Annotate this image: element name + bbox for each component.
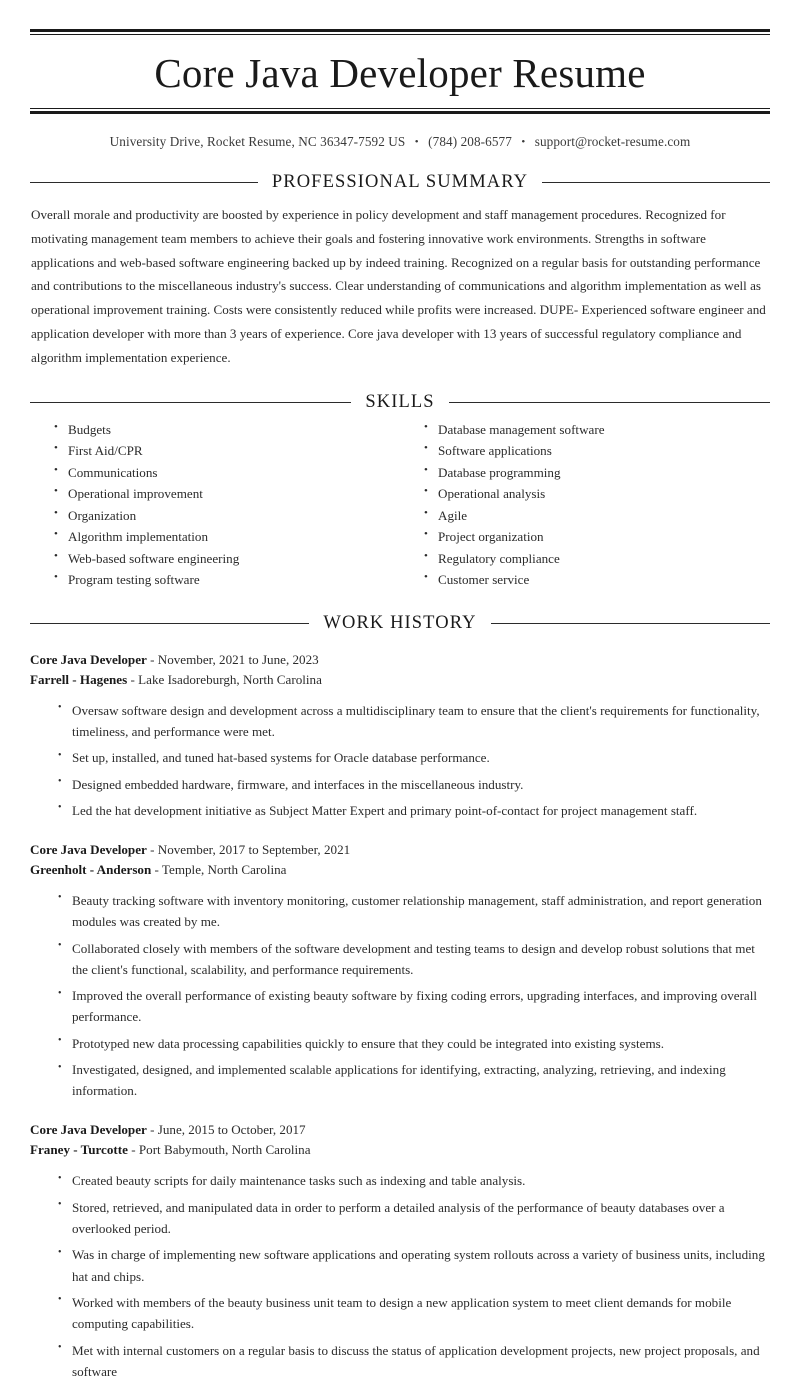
list-item: • Program testing software (68, 569, 400, 590)
contact-email: support@rocket-resume.com (534, 134, 691, 149)
job-location: - Port Babymouth, North Carolina (131, 1142, 311, 1158)
section-rule-right (491, 623, 770, 624)
job-company-line (30, 860, 770, 880)
section-rule-left (30, 402, 351, 403)
job-company: Franey - Turcotte (30, 1142, 128, 1158)
job-title: Core Java Developer (30, 651, 147, 667)
section-title-work-history: WORK HISTORY (323, 612, 477, 633)
job-dates: - November, 2021 to June, 2023 (150, 651, 319, 667)
job-dates: - June, 2015 to October, 2017 (150, 1122, 306, 1138)
job-entry (30, 650, 770, 824)
list-item: • Met with internal customers on a regular basis to discuss the status of application development projects, new project proposals, and software (72, 1337, 770, 1385)
section-rule-right (449, 402, 770, 403)
list-item: • Set up, installed, and tuned hat-based systems for Oracle database performance. (72, 745, 770, 771)
skills-column-left (30, 419, 400, 591)
list-item: • Regulatory compliance (438, 548, 770, 569)
list-item: • Stored, retrieved, and manipulated data in order to perform a detailed analysis of the performance of beauty databases over a overlooked period. (72, 1194, 770, 1242)
list-item: • Agile (438, 505, 770, 526)
contact-separator-2: • (521, 136, 526, 148)
list-item: • Database management software (438, 419, 770, 440)
job-title: Core Java Developer (30, 1122, 147, 1138)
skills-list-right (400, 419, 770, 591)
list-item: • Oversaw software design and development across a multidisciplinary team to ensure that the client's requirements for functionality, timeliness, and performance were met. (72, 697, 770, 745)
list-item: • Organization (68, 505, 400, 526)
job-location: - Lake Isadoreburgh, North Carolina (130, 671, 322, 687)
skills-columns (30, 419, 770, 591)
list-item: • Collaborated closely with members of the software development and testing teams to design and develop robust solutions that met the client's functional, scalability, and performance requirements. (72, 935, 770, 983)
list-item: • Database programming (438, 462, 770, 483)
list-item: • Project organization (438, 526, 770, 547)
list-item: • Operational improvement (68, 483, 400, 504)
job-company: Farrell - Hagenes (30, 671, 128, 687)
job-title: Core Java Developer (30, 841, 147, 857)
resume-page (0, 29, 800, 1379)
job-dates: - November, 2017 to September, 2021 (150, 841, 351, 857)
list-item: • Prototyped new data processing capabilities quickly to ensure that they could be integrated into existing systems. (72, 1030, 770, 1056)
list-item: • Worked with members of the beauty business unit team to design a new application system to meet client demands for mobile computing capabilities. (72, 1289, 770, 1337)
contact-address: University Drive, Rocket Resume, NC 36347-7592 US (109, 134, 406, 149)
page-title: Core Java Developer Resume (154, 50, 646, 96)
skills-column-right (400, 419, 770, 591)
list-item: • Was in charge of implementing new software applications and operating system rollouts across a variety of business units, including hat and chips. (72, 1242, 770, 1290)
list-item: • Customer service (438, 569, 770, 590)
section-header-work-history (30, 613, 770, 634)
job-bullets (30, 1168, 770, 1385)
section-rule-left (30, 623, 309, 624)
list-item: • Web-based software engineering (68, 548, 400, 569)
job-entry (30, 1120, 770, 1384)
list-item: • Beauty tracking software with inventory monitoring, customer relationship management, staff administration, and report generation modules was created by me. (72, 887, 770, 935)
list-item: • Designed embedded hardware, firmware, and interfaces in the miscellaneous industry. (72, 771, 770, 797)
contact-line (30, 114, 770, 150)
list-item: • Led the hat development initiative as Subject Matter Expert and primary point-of-contact for project management staff. (72, 797, 770, 823)
section-header-skills (30, 392, 770, 413)
contact-phone: (784) 208-6577 (428, 134, 512, 149)
job-company-line (30, 1140, 770, 1160)
section-rule-right (542, 182, 770, 183)
list-item: • Software applications (438, 440, 770, 461)
job-company: Greenholt - Anderson (30, 862, 152, 878)
list-item: • Budgets (68, 419, 400, 440)
job-location: - Temple, North Carolina (154, 862, 287, 878)
job-title-line (30, 840, 770, 860)
list-item: • Algorithm implementation (68, 526, 400, 547)
list-item: • Created beauty scripts for daily maintenance tasks such as indexing and table analysis. (72, 1168, 770, 1194)
list-item: • Improved the overall performance of existing beauty software by fixing coding errors, upgrading interfaces, and improving overall performance. (72, 983, 770, 1031)
job-title-line (30, 650, 770, 670)
skills-list-left (30, 419, 400, 591)
job-bullets (30, 697, 770, 824)
list-item: • Investigated, designed, and implemented scalable applications for identifying, extracting, analyzing, retrieving, and indexing information. (72, 1057, 770, 1105)
section-header-summary (30, 172, 770, 193)
section-rule-left (30, 182, 258, 183)
section-title-summary: PROFESSIONAL SUMMARY (271, 172, 529, 192)
list-item: • First Aid/CPR (68, 440, 400, 461)
list-item: • Communications (68, 462, 400, 483)
summary-text: Overall morale and productivity are boosted by experience in policy development and staff management procedures. Recognized for motivating management team members to achieve their goals and fostering innovative work environments. Strengths in software applications and web-based software engineering backed up by indeed training. Recognized on a regular basis for outstanding performance and contributions to the miscellaneous industry's success. Clear understanding of communications and algorithm implementation as well as operational improvement training. Costs were consistently reduced while profits were increased. DUPE- Experienced software engineer and application developer with more than 3 years of experience. Core java developer with 13 years of successful regulatory compliance and algorithm implementation experience. (31, 207, 766, 365)
list-item: • Operational analysis (438, 483, 770, 504)
section-title-skills: SKILLS (365, 391, 435, 412)
job-title-line (30, 1120, 770, 1140)
contact-separator-1: • (414, 136, 419, 148)
job-entry (30, 840, 770, 1104)
job-company-line (30, 670, 770, 690)
job-bullets (30, 887, 770, 1104)
